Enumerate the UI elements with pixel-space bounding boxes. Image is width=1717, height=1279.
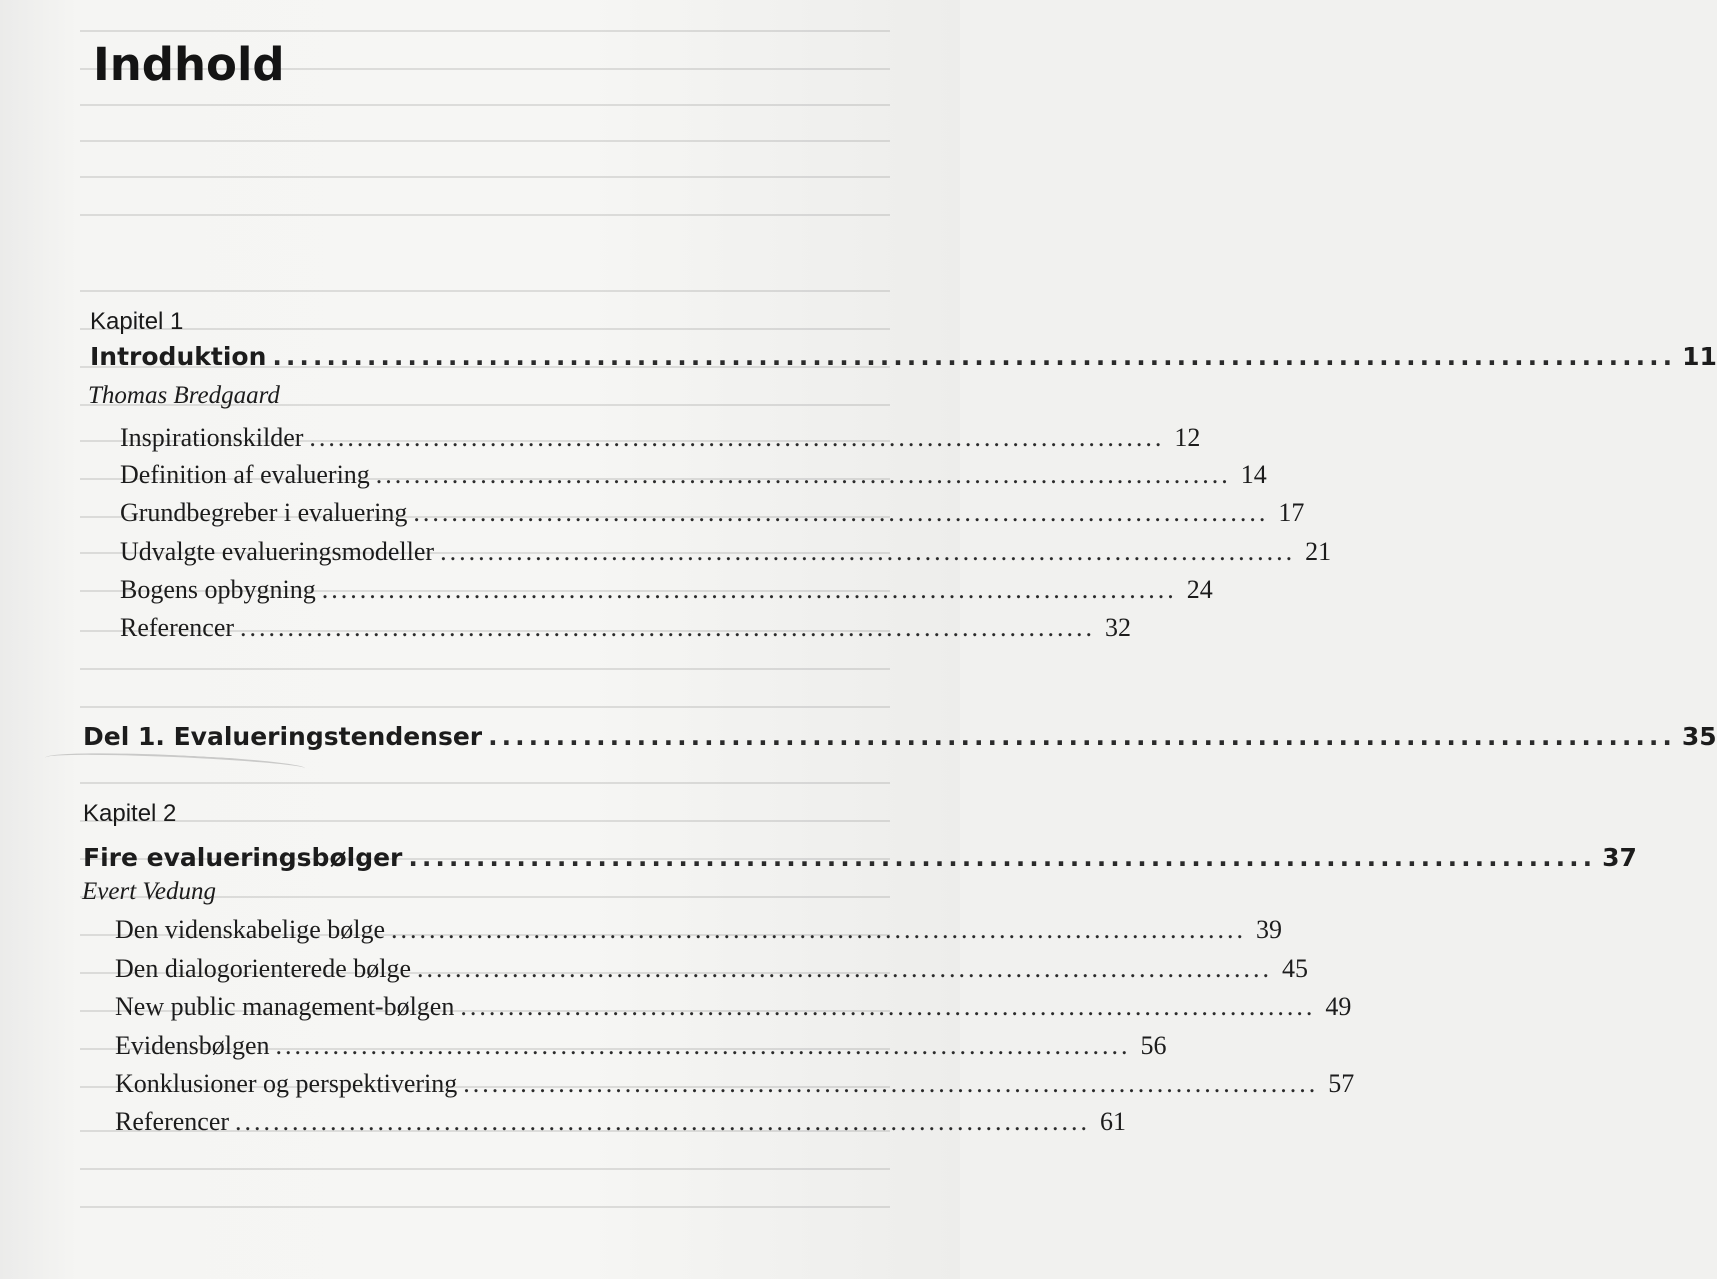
entry-title: Referencer	[115, 1107, 230, 1136]
leader-dots: ..........................................................................................	[413, 498, 1269, 527]
entry-page: 49	[1325, 992, 1352, 1021]
chapter-1-page: 11	[1682, 342, 1717, 371]
toc-entry	[115, 1107, 1127, 1137]
toc-entry	[115, 954, 1308, 984]
chapter-1-heading-row	[90, 342, 1717, 371]
entry-page: 39	[1256, 915, 1283, 944]
chapter-2-label: Kapitel 2	[83, 800, 177, 827]
entry-page: 61	[1100, 1107, 1127, 1136]
chapter-2-heading: Fire evalueringsbølger	[83, 843, 403, 872]
entry-title: Referencer	[120, 613, 235, 642]
entry-title: Den dialogorienterede bølge	[115, 954, 411, 983]
entry-page: 57	[1328, 1069, 1355, 1098]
entry-title: Inspirationskilder	[120, 423, 304, 452]
toc-entry	[120, 460, 1267, 490]
toc-entry	[120, 613, 1132, 643]
leader-dots: ..........................................................................................	[275, 1031, 1131, 1060]
entry-page: 17	[1278, 498, 1305, 527]
entry-page: 21	[1305, 537, 1332, 566]
leader-dots: ........................................................................................................	[272, 342, 1677, 371]
entry-title: Bogens opbygning	[120, 575, 316, 604]
toc-entry	[115, 1069, 1355, 1099]
page-title: Indhold	[93, 38, 285, 91]
entry-title: Evidensbølgen	[115, 1031, 270, 1060]
toc-entry	[120, 575, 1213, 605]
chapter-2-heading-row	[83, 843, 1637, 872]
entry-page: 24	[1186, 575, 1213, 604]
leader-dots: ..........................................................................................	[440, 537, 1296, 566]
leader-dots: ..........................................................................................	[460, 992, 1316, 1021]
entry-page: 12	[1174, 423, 1201, 452]
paper-crease	[45, 748, 305, 778]
chapter-1-label: Kapitel 1	[90, 308, 184, 335]
toc-entry	[115, 915, 1283, 945]
leader-dots: ..........................................................................................	[417, 954, 1272, 983]
entry-page: 32	[1105, 613, 1132, 642]
leader-dots: ........................................................................................	[408, 843, 1597, 872]
leader-dots: ..........................................................................................	[463, 1069, 1319, 1098]
part-1-page: 35	[1681, 722, 1717, 751]
leader-dots: ..........................................................................................	[391, 915, 1247, 944]
toc-entry	[115, 1031, 1167, 1061]
leader-dots: ..........................................................................................	[375, 460, 1231, 489]
leader-dots: ........................................................................................	[488, 722, 1676, 751]
part-1-heading-row	[83, 722, 1717, 751]
entry-page: 56	[1140, 1031, 1167, 1060]
entry-title: Definition af evaluering	[120, 460, 370, 489]
leader-dots: ..........................................................................................	[309, 423, 1165, 452]
entry-page: 14	[1240, 460, 1267, 489]
leader-dots: ..........................................................................................	[235, 1107, 1091, 1136]
entry-title: Konklusioner og perspektivering	[115, 1069, 458, 1098]
toc-entry	[120, 537, 1332, 567]
leader-dots: ..........................................................................................	[240, 613, 1096, 642]
entry-title: Udvalgte evalueringsmodeller	[120, 537, 435, 566]
toc-entry	[120, 423, 1201, 453]
entry-title: Grundbegreber i evaluering	[120, 498, 408, 527]
entry-page: 45	[1282, 954, 1308, 983]
chapter-2-page: 37	[1602, 843, 1637, 872]
toc-entry	[115, 992, 1352, 1022]
chapter-1-heading: Introduktion	[90, 342, 267, 371]
leader-dots: ..........................................................................................	[321, 575, 1177, 604]
part-1-heading: Del 1. Evalueringstendenser	[83, 722, 483, 751]
chapter-1-author: Thomas Bredgaard	[88, 382, 280, 409]
entry-title: New public management-bølgen	[115, 992, 455, 1021]
toc-entry	[120, 498, 1305, 528]
chapter-2-author: Evert Vedung	[82, 878, 216, 905]
entry-title: Den videnskabelige bølge	[115, 915, 386, 944]
